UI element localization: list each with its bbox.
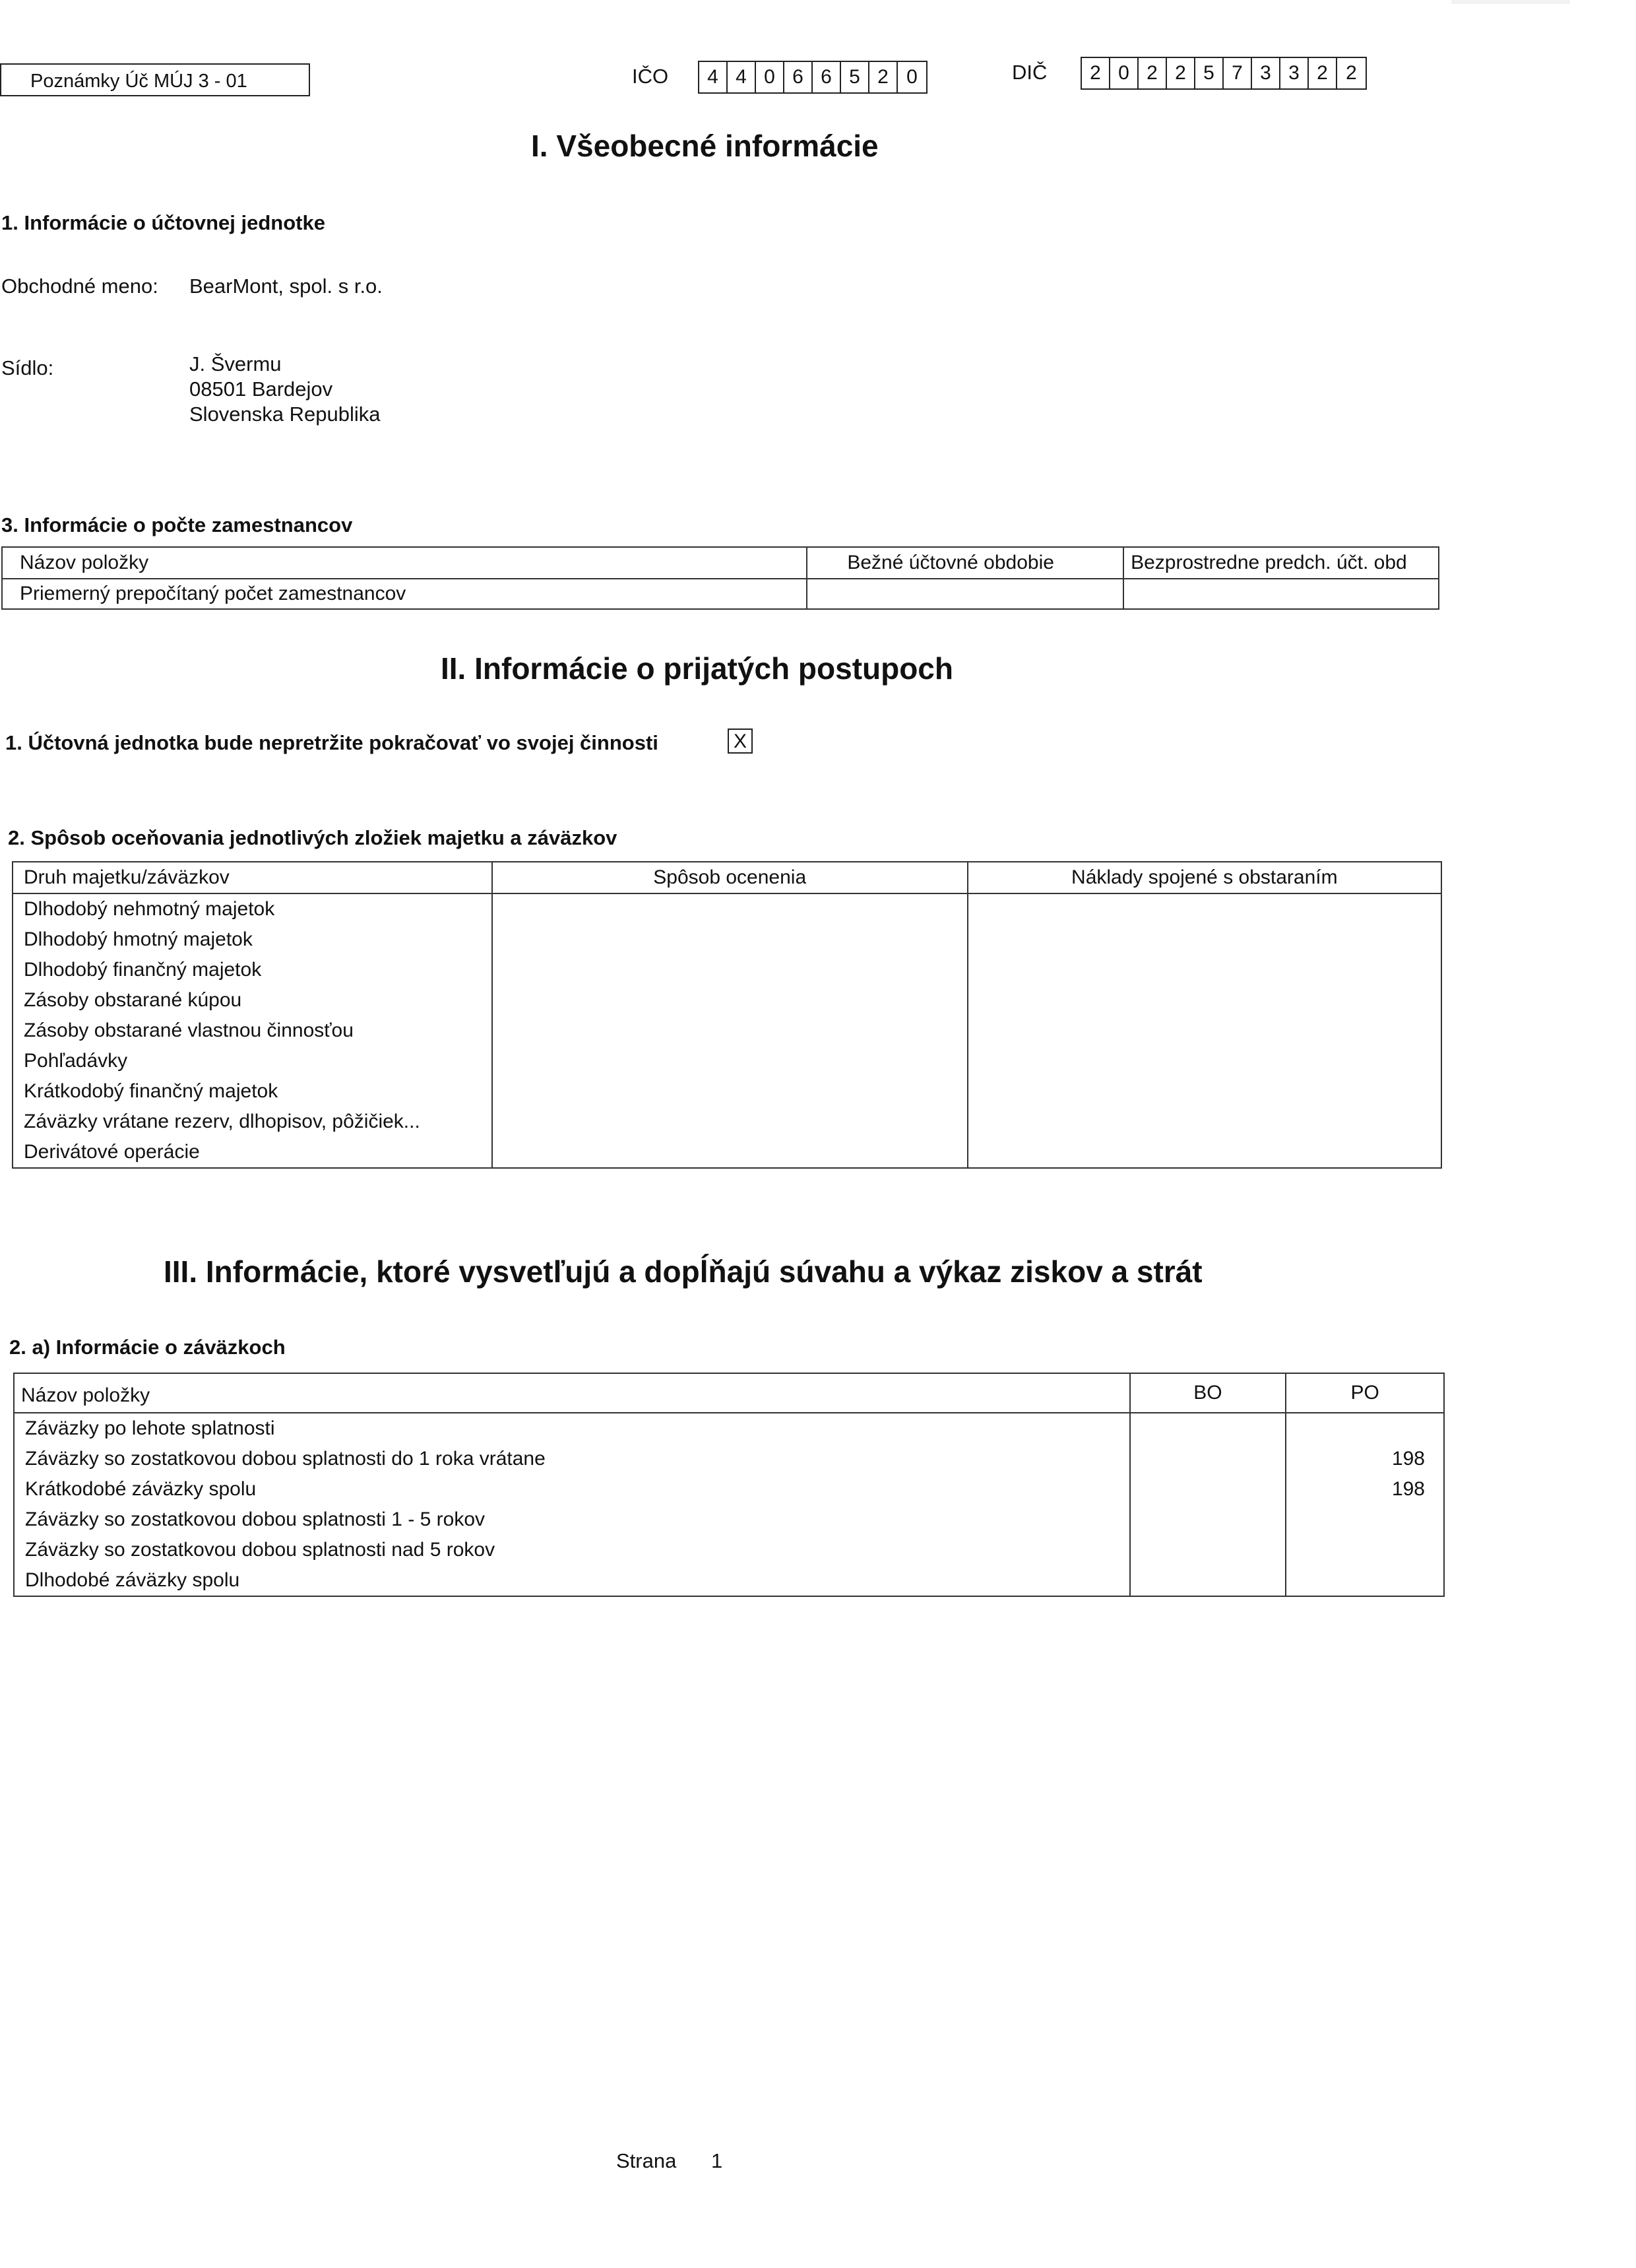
section3-title: III. Informácie, ktoré vysvetľujú a dopĺňajú súvahu a výkaz ziskov a strát — [164, 1254, 1203, 1289]
table-header-row — [2, 547, 1439, 579]
table-row — [13, 1137, 1441, 1168]
table-row — [14, 1474, 1444, 1505]
row-value — [492, 1046, 968, 1076]
table-header-row — [13, 862, 1441, 893]
row-value — [968, 985, 1441, 1016]
ico-label: IČO — [632, 65, 669, 88]
dic-digit: 2 — [1346, 62, 1357, 84]
col-header-current-period: Bežné účtovné obdobie — [807, 547, 1123, 579]
row-value — [1130, 1535, 1286, 1565]
ico-digit: 0 — [756, 62, 784, 92]
row-value — [1130, 1474, 1286, 1505]
row-label: Dlhodobé záväzky spolu — [14, 1565, 1130, 1596]
table-row — [14, 1535, 1444, 1565]
seat-country: Slovenska Republika — [189, 403, 381, 426]
table-row — [13, 924, 1441, 955]
page-number: 1 — [711, 2149, 723, 2172]
dic-digit: 2 — [1167, 58, 1195, 88]
row-label: Záväzky so zostatkovou dobou splatnosti nad 5 rokov — [14, 1535, 1130, 1565]
row-value: 198 — [1286, 1474, 1444, 1505]
row-label: Záväzky po lehote splatnosti — [14, 1413, 1130, 1444]
row-value — [1130, 1505, 1286, 1535]
table-header-row — [14, 1373, 1444, 1413]
row-value — [968, 1076, 1441, 1107]
row-value — [492, 1137, 968, 1168]
col-header-asset-type: Druh majetku/záväzkov — [13, 862, 492, 893]
row-value — [968, 955, 1441, 985]
row-value — [968, 893, 1441, 924]
row-label: Krátkodobé záväzky spolu — [14, 1474, 1130, 1505]
row-value — [492, 955, 968, 985]
row-value — [968, 1046, 1441, 1076]
row-value — [1286, 1505, 1444, 1535]
table-row — [14, 1565, 1444, 1596]
dic-digit: 2 — [1309, 58, 1337, 88]
row-value — [968, 1107, 1441, 1137]
ico-digit: 6 — [813, 62, 841, 92]
row-label: Priemerný prepočítaný počet zamestnancov — [2, 579, 807, 609]
liabilities-table — [13, 1373, 1445, 1597]
row-label: Zásoby obstarané kúpou — [13, 985, 492, 1016]
row-value — [492, 1016, 968, 1046]
table-row — [13, 1107, 1441, 1137]
col-header-previous-period: Bezprostredne predch. účt. obd — [1123, 547, 1439, 579]
row-label: Derivátové operácie — [13, 1137, 492, 1168]
row-label: Záväzky so zostatkovou dobou splatnosti 1 - 5 rokov — [14, 1505, 1130, 1535]
dic-digit: 3 — [1252, 58, 1280, 88]
section2-title: II. Informácie o prijatých postupoch — [441, 651, 953, 686]
dic-label: DIČ — [1012, 61, 1048, 84]
table-row — [13, 1016, 1441, 1046]
table-row — [14, 1444, 1444, 1474]
row-value — [492, 924, 968, 955]
row-value — [968, 924, 1441, 955]
seat-label: Sídlo: — [1, 356, 54, 379]
row-value — [1286, 1413, 1444, 1444]
dic-digit: 0 — [1110, 58, 1139, 88]
row-label: Dlhodobý hmotný majetok — [13, 924, 492, 955]
ico-digit: 2 — [869, 62, 898, 92]
row-label: Dlhodobý finančný majetok — [13, 955, 492, 985]
valuation-table — [12, 861, 1442, 1169]
col-header-bo: BO — [1130, 1373, 1286, 1413]
table-row — [13, 1076, 1441, 1107]
row-value — [492, 1107, 968, 1137]
ico-digit: 4 — [699, 62, 728, 92]
col-header-item-name: Názov položky — [14, 1373, 1130, 1413]
employees-heading: 3. Informácie o počte zamestnancov — [1, 513, 353, 536]
going-concern-checkbox[interactable]: X — [728, 729, 753, 754]
row-value — [492, 893, 968, 924]
row-value — [492, 1076, 968, 1107]
ico-digit: 4 — [728, 62, 756, 92]
table-row — [14, 1505, 1444, 1535]
ico-digit: 5 — [841, 62, 869, 92]
row-label: Záväzky so zostatkovou dobou splatnosti do 1 roka vrátane — [14, 1444, 1130, 1474]
row-label: Dlhodobý nehmotný majetok — [13, 893, 492, 924]
current-period-value — [807, 579, 1123, 609]
table-row — [2, 579, 1439, 609]
col-header-po: PO — [1286, 1373, 1444, 1413]
valuation-heading: 2. Spôsob oceňovania jednotlivých zložiek majetku a záväzkov — [8, 826, 617, 849]
row-label: Pohľadávky — [13, 1046, 492, 1076]
row-value — [1130, 1413, 1286, 1444]
page-label: Strana — [616, 2149, 677, 2172]
row-value: 198 — [1286, 1444, 1444, 1474]
row-label: Záväzky vrátane rezerv, dlhopisov, pôžičiek... — [13, 1107, 492, 1137]
dic-digit: 7 — [1224, 58, 1252, 88]
col-header-valuation-method: Spôsob ocenenia — [492, 862, 968, 893]
ico-digit: 0 — [906, 66, 918, 88]
ico-digit-boxes — [698, 61, 928, 94]
row-value — [968, 1137, 1441, 1168]
section1-title: I. Všeobecné informácie — [531, 129, 879, 163]
col-header-item-name: Názov položky — [2, 547, 807, 579]
table-row — [13, 985, 1441, 1016]
dic-digit-boxes — [1081, 57, 1367, 90]
company-label: Obchodné meno: — [1, 275, 158, 298]
dic-digit: 2 — [1139, 58, 1167, 88]
row-value — [968, 1016, 1441, 1046]
liabilities-heading: 2. a) Informácie o záväzkoch — [9, 1336, 286, 1359]
row-value — [1130, 1565, 1286, 1596]
row-value — [492, 985, 968, 1016]
company-value: BearMont, spol. s r.o. — [189, 275, 383, 298]
scan-bleed-mark — [1451, 0, 1570, 4]
seat-street: J. Švermu — [189, 352, 282, 375]
table-row — [13, 1046, 1441, 1076]
row-value — [1286, 1565, 1444, 1596]
dic-digit: 2 — [1082, 58, 1110, 88]
employees-table — [1, 546, 1439, 610]
row-label: Zásoby obstarané vlastnou činnosťou — [13, 1016, 492, 1046]
ico-digit: 6 — [784, 62, 813, 92]
dic-digit: 5 — [1195, 58, 1224, 88]
col-header-acquisition-costs: Náklady spojené s obstaraním — [968, 862, 1441, 893]
table-row — [14, 1413, 1444, 1444]
form-code-box: Poznámky Úč MÚJ 3 - 01 — [0, 63, 310, 96]
row-value — [1130, 1444, 1286, 1474]
row-value — [1286, 1535, 1444, 1565]
going-concern-statement: 1. Účtovná jednotka bude nepretržite pokračovať vo svojej činnosti — [5, 731, 658, 754]
table-row — [13, 893, 1441, 924]
dic-digit: 3 — [1280, 58, 1309, 88]
seat-city: 08501 Bardejov — [189, 377, 333, 401]
table-row — [13, 955, 1441, 985]
previous-period-value — [1123, 579, 1439, 609]
unit-info-heading: 1. Informácie o účtovnej jednotke — [1, 211, 325, 234]
row-label: Krátkodobý finančný majetok — [13, 1076, 492, 1107]
